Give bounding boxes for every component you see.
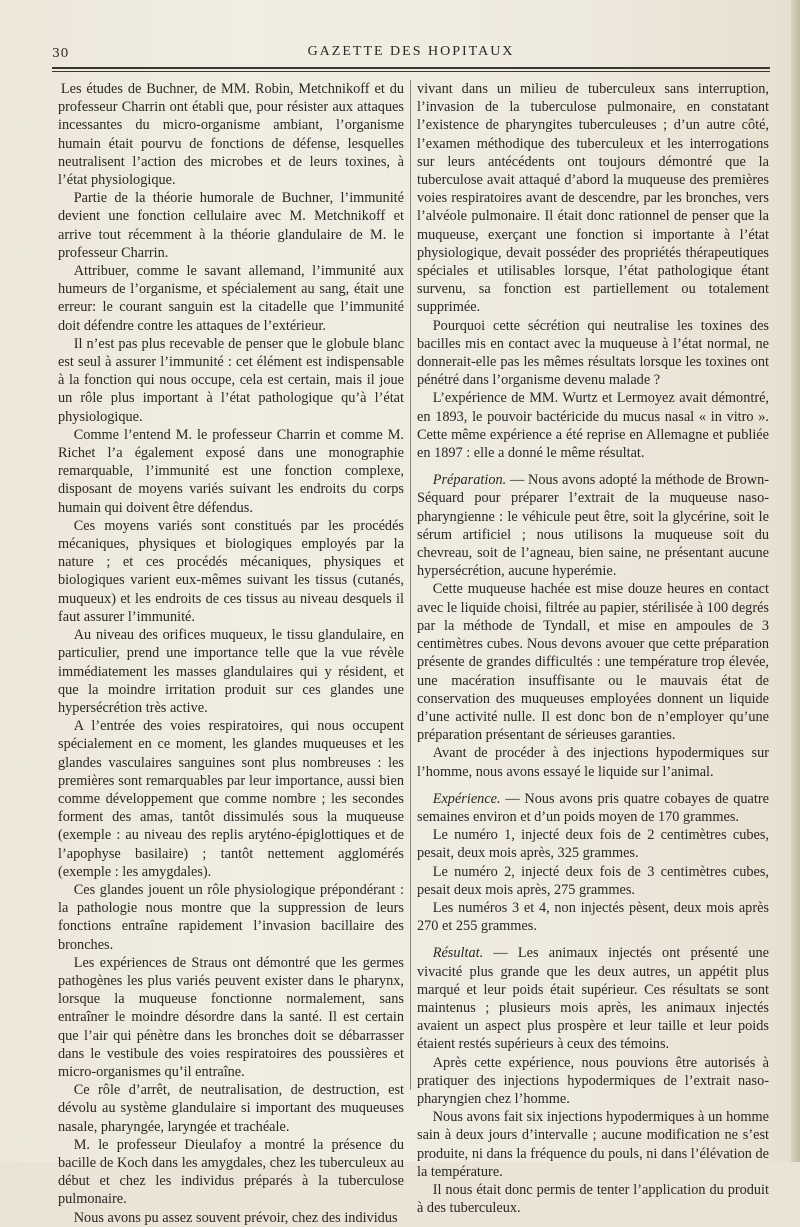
paragraph: Le numéro 2, injecté deux fois de 3 centimètres cubes, pesait deux mois après, 275 grammes. <box>417 863 769 898</box>
paragraph: Pourquoi cette sécrétion qui neutralise les toxines des bacilles mis en contact avec la muqueuse à l’état normal, ne donnerait-elle pas les mêmes résultats lorsque les toxines ont pénétré dans l’organisme devenu malade ? <box>417 317 769 389</box>
header-rule-thin <box>52 71 770 72</box>
heading-resultat: Résultat. <box>432 945 484 962</box>
paragraph: Avant de procéder à des injections hypodermiques sur l’homme, nous avons essayé le liquide sur l’animal. <box>417 745 769 780</box>
paragraph: Comme l’entend M. le professeur Charrin et comme M. Richet l’a également exposé dans une monographie remarquable, l’immunité est une fonction complexe, disposant de moyens variés suivant les endroits du corps humain qui doivent être défendus. <box>58 426 404 516</box>
paragraph: Partie de la théorie humorale de Buchner, l’immunité devient une fonction cellulaire avec M. Metchnikoff et arrive tout récemment à la théorie glandulaire de M. le professeur Charrin. <box>58 190 404 261</box>
left-column <box>58 80 404 1227</box>
paragraph-text: — Nous avons adopté la méthode de Brown-Séquard pour préparer l’extrait de la muqueuse naso-pharyngienne : le véhicule peut être, soit la glycérine, soit le sérum artificiel ; nous utilisons la muqueuse soit du chevreau, soit de l’agneau, bien saine, ne présentant aucune hypersécrétion, aucune hyperémie. <box>417 472 770 580</box>
paragraph: Les numéros 3 et 4, non injectés pèsent, deux mois après 270 et 255 grammes. <box>417 899 769 935</box>
resultat-paragraph <box>417 944 769 1053</box>
page-number: 30 <box>52 45 69 60</box>
paragraph: Au niveau des orifices muqueux, le tissu glandulaire, en particulier, prend une importance telle que la vue révèle immédiatement les masses glandulaires qui y résident, et que la moindre irritation produit sur ces glandes une hypersécrétion très active. <box>58 627 404 716</box>
journal-title: GAZETTE DES HOPITAUX <box>307 44 515 59</box>
column-divider <box>410 80 411 1090</box>
page-header <box>52 44 770 64</box>
experience-paragraph <box>417 790 769 826</box>
paragraph-text: — Nous avons pris quatre cobayes de quatre semaines environ et d’un poids moyen de 170 grammes. <box>417 790 769 825</box>
paragraph-text: — Les animaux injectés ont présenté une vivacité plus grande que les deux autres, un appétit plus marqué et leur poids était supérieur. Ces résultats se sont maintenus ; plusieurs mois après, les animaux injectés avaient un aspect plus prospère et leur taille et leur poids étaient restés supérieurs à ceux des témoins. <box>417 945 770 1053</box>
paragraph: Ce rôle d’arrêt, de neutralisation, de destruction, est dévolu au système glandulaire si important des muqueuses nasale, pharyngée, laryngée et trachéale. <box>58 1082 404 1135</box>
heading-experience: Expérience. <box>432 790 501 807</box>
paragraph: Ces moyens variés sont constitués par les procédés mécaniques, physiques et biologiques employés par la nature ; et ces procédés mécaniques, physiques et biologiques varient eux-mêmes suivant les tissus (cutanés, muqueux) et les endroits de ces tissus au niveau desquels il faut assurer l’immunité. <box>58 517 404 625</box>
paragraph: Le numéro 1, injecté deux fois de 2 centimètres cubes, pesait, deux mois après, 325 grammes. <box>417 827 769 862</box>
paragraph: Il nous était donc permis de tenter l’application du produit à des tuberculeux. <box>417 1181 769 1217</box>
paragraph: A l’entrée des voies respiratoires, qui nous occupent spécialement en ce moment, les glandes muqueuses et les glandes vasculaires sanguines sont plus nombreuses : les premières sont remarquables par leur importance, aussi bien comme développement que comme nombre ; les secondes forment des amas, tantôt dissimulés sous la muqueuse (exemple : au niveau des replis aryténo-épiglottiques et de l’apophyse basilaire) ; tantôt nettement agglomérés (exemple : les amygdales). <box>58 718 404 880</box>
paragraph: Attribuer, comme le savant allemand, l’immunité aux humeurs de l’organisme, et spécialement au sang, était une erreur: le courant sanguin est la citadelle que l’immunité doit défendre contre les attaques de l’extérieur. <box>58 263 404 334</box>
header-rule-thick <box>52 67 770 69</box>
heading-preparation: Préparation. <box>432 472 507 489</box>
paragraph: M. le professeur Dieulafoy a montré la présence du bacille de Koch dans les amygdales, chez les tuberculeux au début et chez les individus préparés à la tuberculose pulmonaire. <box>58 1136 404 1208</box>
paragraph: Les études de Buchner, de MM. Robin, Metchnikoff et du professeur Charrin ont établi que, pour résister aux attaques incessantes du micro-organisme ambiant, l’organisme humain était pourvu de fonctions de défense, lesquelles neutralisent l’action des microbes et de leurs toxines, à l’état physiologique. <box>58 81 404 189</box>
paragraph: Après cette expérience, nous pouvions être autorisés à pratiquer des injections hypodermiques de l’extrait naso-pharyngien chez l’homme. <box>417 1054 769 1107</box>
preparation-paragraph <box>417 471 769 580</box>
paragraph: Les expériences de Straus ont démontré que les germes pathogènes les plus variés peuvent exister dans le pharynx, lorsque la muqueuse fonctionne normalement, sans entraîner le moindre désordre dans la santé. Il est certain que l’air qui pénètre dans les bronches doit se débarrasser dans le vestibule des voies respiratoires des poussières et micro-organismes qu’il entraîne. <box>58 954 404 1080</box>
paragraph: L’expérience de MM. Wurtz et Lermoyez avait démontré, en 1893, le pouvoir bactéricide du mucus nasal « in vitro ». Cette même expérience a été reprise en Allemagne et publiée en 1897 : elle a donné le même résultat. <box>417 390 769 462</box>
paragraph: Nous avons fait six injections hypodermiques à un homme sain à deux jours d’intervalle ; aucune modification ne s’est produite, ni dans la fréquence du pouls, ni dans l’élévation de la température. <box>417 1109 769 1180</box>
paragraph: Nous avons pu assez souvent prévoir, chez des individus <box>73 1209 398 1226</box>
page-edge <box>791 0 800 1162</box>
paragraph: vivant dans un milieu de tuberculeux sans interruption, l’invasion de la tuberculose pulmonaire, en constatant l’existence de pharyngites tuberculeuses ; d’un autre côté, l’examen méthodique des tuberculeux et les interrogations sur leurs antécédents ont toujours démontré que la tuberculose avait attaqué d’abord la muqueuse des premières voies respiratoires avant de descendre, par les bronches, vers l’alvéole pulmonaire. Il était donc rationnel de penser que la muqueuse, exerçant une fonction si importante à l’état physiologique, devait posséder des propriétés thérapeutiques spéciales et utilisables lorsque, l’état pathologique étant survenu, sa fonction est partiellement ou totalement supprimée. <box>417 81 769 316</box>
paragraph: Il n’est pas plus recevable de penser que le globule blanc est seul à assurer l’immunité : cet élément est indispensable à la fonction qui nous occupe, cela est certain, mais il joue un rôle plus important à l’état pathologique qu’à l’état physiologique. <box>58 335 404 425</box>
right-column <box>417 80 769 1217</box>
paragraph: Ces glandes jouent un rôle physiologique prépondérant : la pathologie nous montre que la suppression de leurs fonctions entraîne rapidement l’invasion bacillaire des bronches. <box>58 881 404 953</box>
paragraph: Cette muqueuse hachée est mise douze heures en contact avec le liquide choisi, filtrée au papier, stérilisée à 100 degrés par la méthode de Tyndall, et mise en ampoules de 3 centimètres cubes. Nous devons avouer que cette préparation présente de grandes difficultés : une température trop élevée, une macération insuffisante ou le mauvais état de conservation des muqueuses employées donnent un liquide d’une activité nulle. Il est donc bon de n’employer qu’une préparation présentant de sérieuses garanties. <box>417 581 769 744</box>
